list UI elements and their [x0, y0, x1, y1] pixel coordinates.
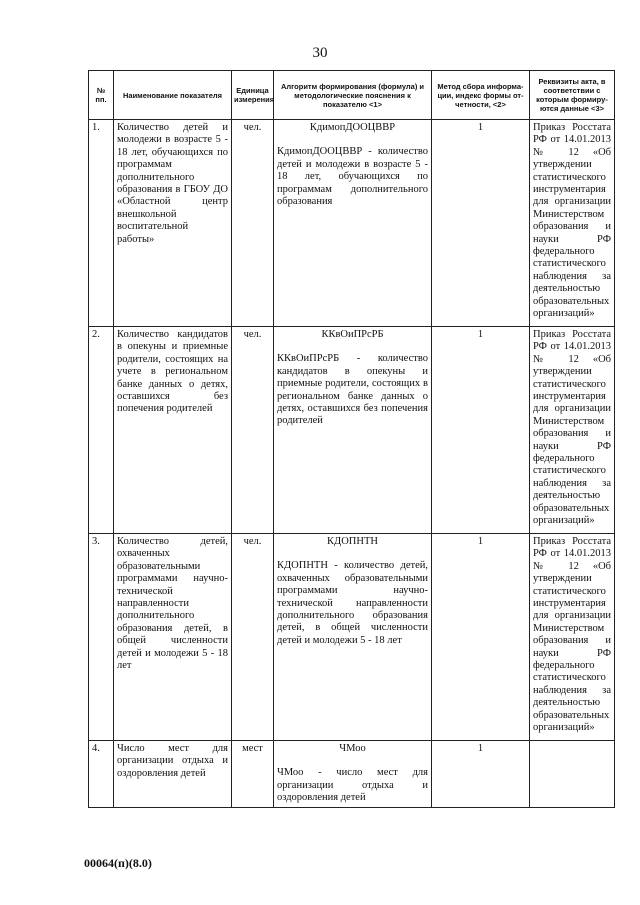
formula-cell — [274, 534, 432, 741]
unit-cell: чел. — [232, 534, 274, 741]
row-number: 4. — [89, 741, 114, 808]
formula-title: ЧМоо — [339, 743, 366, 754]
method-cell: 1 — [432, 534, 530, 741]
formula-explanation: ККвОиПРсРБ - количество кандидатов в опекуны и приемные родители, состоящих в региональном банке данных о детях, оставшихся без попечения родителей — [277, 353, 428, 427]
unit-cell: мест — [232, 741, 274, 808]
requisites-cell: Приказ Росстата РФ от 14.01.2013 № 12 «Об утверждении статистического инструментария для организации Министерством образования и науки РФ федерального статистического наблюдения за деятельностью образовательных организаций» — [530, 120, 615, 327]
requisites-cell — [530, 741, 615, 808]
document-code: 00064(п)(8.0) — [84, 856, 152, 870]
formula-title: КдимопДООЦВВР — [309, 122, 396, 133]
formula-explanation: КДОПНТН - количество детей, охваченных образовательными программами научно-технической направленности дополнительного образования детей, в общей численности детей и молодежи 5 - 18 лет — [277, 560, 428, 646]
indicator-name: Количество детей, охваченных образовательными программами научно-технической направленности дополнительного образования детей, в общей численности детей и молодежи 5 - 18 лет — [114, 534, 232, 741]
header-reqs: Реквизиты акта, в соответствии с которым формиру-ются данные <3> — [530, 71, 615, 120]
table-row — [89, 534, 615, 741]
row-number: 2. — [89, 327, 114, 534]
table-row — [89, 327, 615, 534]
formula-explanation: ЧМоо - число мест для организации отдыха и оздоровления детей — [277, 767, 428, 804]
unit-cell: чел. — [232, 120, 274, 327]
header-name: Наименование показателя — [114, 71, 232, 120]
formula-title: ККвОиПРсРБ — [321, 329, 384, 340]
requisites-cell: Приказ Росстата РФ от 14.01.2013 № 12 «Об утверждении статистического инструментария для организации Министерством образования и науки РФ федерального статистического наблюдения за деятельностью образовательных организаций» — [530, 327, 615, 534]
table-row — [89, 120, 615, 327]
method-cell: 1 — [432, 120, 530, 327]
indicator-name: Число мест для организации отдыха и оздоровления детей — [114, 741, 232, 808]
formula-cell — [274, 327, 432, 534]
page-number: 30 — [312, 45, 328, 61]
header-method: Метод сбора информа-ции, индекс формы от-четности, <2> — [432, 71, 530, 120]
header-num: № пп. — [89, 71, 114, 120]
table-row — [89, 741, 615, 808]
indicators-table — [88, 70, 615, 808]
formula-cell — [274, 741, 432, 808]
row-number: 1. — [89, 120, 114, 327]
header-formula: Алгоритм формирования (формула) и методологические пояснения к показателю <1> — [274, 71, 432, 120]
formula-explanation: КдимопДООЦВВР - количество детей и молодежи в возрасте 5 - 18 лет, обучающихся по программам дополнительного образования — [277, 146, 428, 208]
formula-cell — [274, 120, 432, 327]
method-cell: 1 — [432, 327, 530, 534]
indicator-name: Количество детей и молодежи в возрасте 5 - 18 лет, обучающихся по программам дополнительного образования в ГБОУ ДО «Областной центр внешкольной воспитательной работы» — [114, 120, 232, 327]
header-unit: Единица измерения — [232, 71, 274, 120]
unit-cell: чел. — [232, 327, 274, 534]
requisites-cell: Приказ Росстата РФ от 14.01.2013 № 12 «Об утверждении статистического инструментария для организации Министерством образования и науки РФ федерального статистического наблюдения за деятельностью образовательных организаций» — [530, 534, 615, 741]
table-header-row — [89, 71, 615, 120]
row-number: 3. — [89, 534, 114, 741]
method-cell: 1 — [432, 741, 530, 808]
indicator-name: Количество кандидатов в опекуны и приемные родители, состоящих на учете в региональном банке данных о детях, оставшихся без попечения родителей — [114, 327, 232, 534]
formula-title: КДОПНТН — [327, 536, 378, 547]
